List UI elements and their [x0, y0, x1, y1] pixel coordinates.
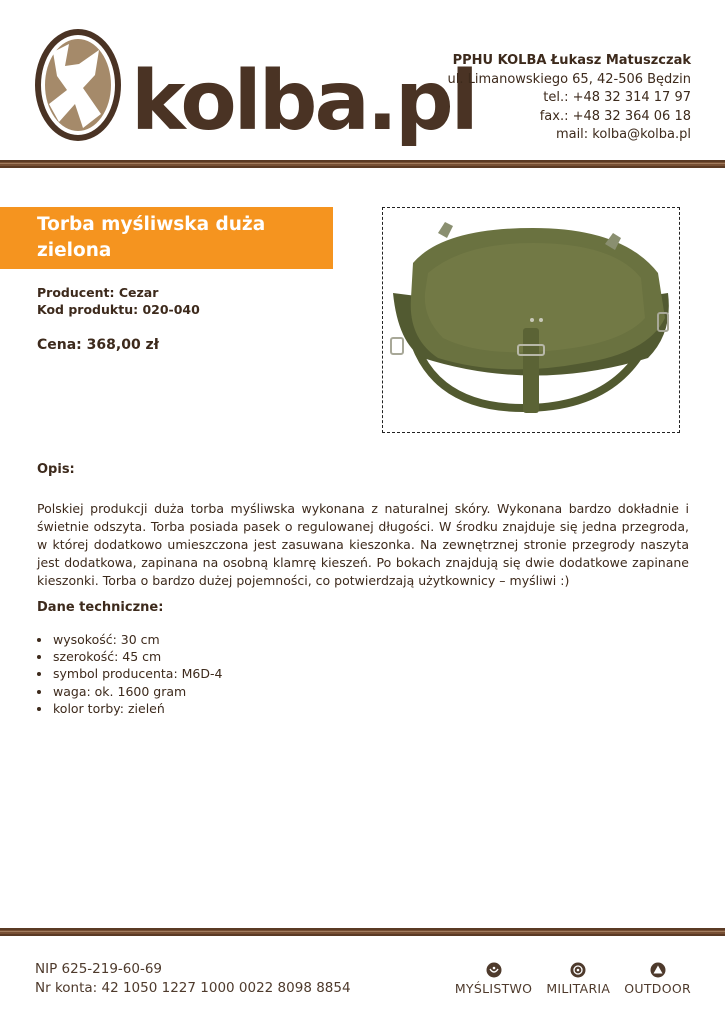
product-meta — [37, 284, 200, 318]
category-mysliwstwo-label: MYŚLISTWO — [454, 981, 533, 996]
category-outdoor-label: OUTDOOR — [624, 981, 691, 996]
military-icon — [570, 962, 586, 978]
spec-color: kolor torby: zieleń — [37, 700, 222, 717]
category-mysliwstwo[interactable] — [455, 962, 532, 996]
company-name: PPHU KOLBA Łukasz Matuszczak — [452, 53, 691, 68]
product-photo[interactable] — [382, 207, 680, 433]
spec-width: szerokość: 45 cm — [37, 648, 222, 665]
bag-illustration — [383, 208, 678, 431]
logo-text: kolba.pl — [131, 54, 476, 149]
category-militaria-label: MILITARIA — [546, 981, 611, 996]
bottom-divider — [0, 928, 725, 936]
company-fax: fax.: +48 32 364 06 18 — [539, 108, 691, 124]
product-title — [37, 212, 323, 264]
hunting-icon — [486, 962, 502, 978]
specs-list — [37, 631, 222, 717]
spec-height: wysokość: 30 cm — [37, 631, 222, 648]
footer-nip: NIP 625-219-60-69 — [35, 961, 163, 977]
footer-account: Nr konta: 42 1050 1227 1000 0022 8098 8854 — [35, 980, 351, 996]
description-heading: Opis: — [37, 462, 75, 477]
product-title-line1: Torba myśliwska duża — [37, 214, 266, 235]
company-tel: tel.: +48 32 314 17 97 — [543, 90, 691, 105]
company-address: ul. Limanowskiego 65, 42-506 Będzin — [447, 71, 691, 87]
product-title-line2: zielona — [37, 240, 112, 261]
company-mail[interactable]: mail: kolba@kolba.pl — [555, 127, 691, 142]
top-divider — [0, 160, 725, 168]
footer-company-data — [35, 960, 351, 998]
kolba-logo[interactable] — [35, 30, 476, 149]
specs-heading: Dane techniczne: — [37, 600, 164, 615]
product-code: Kod produktu: 020-040 — [37, 302, 200, 317]
category-outdoor[interactable] — [624, 962, 691, 996]
product-producer: Producent: Cezar — [37, 285, 159, 300]
footer-categories — [455, 962, 691, 996]
product-title-box — [0, 207, 333, 269]
description-text: Polskiej produkcji duża torba myśliwska wykonana z naturalnej skóry. Wykonana bardzo dokładnie i świetnie odszyta. Torba posiada pasek o regulowanej długości. W środku znajduje się jedna przegroda, w której dodatkowo umieszczona jest zasuwana kieszonka. Na zewnętrznej stronie przegrody naszyta jest dodatkowa, zapinana na osobną klamrę kieszeń. Po bokach znajdują się dwie dodatkowe zapinane kieszonki. Torba o bardzo dużej pojemności, co potwierdzają użytkownicy – myśliwi :) — [37, 501, 689, 588]
product-price: Cena: 368,00 zł — [37, 337, 159, 353]
outdoor-icon — [650, 962, 666, 978]
company-info — [447, 52, 691, 145]
spec-weight: waga: ok. 1600 gram — [37, 683, 222, 700]
spec-symbol: symbol producenta: M6D-4 — [37, 665, 222, 682]
category-militaria[interactable] — [546, 962, 610, 996]
